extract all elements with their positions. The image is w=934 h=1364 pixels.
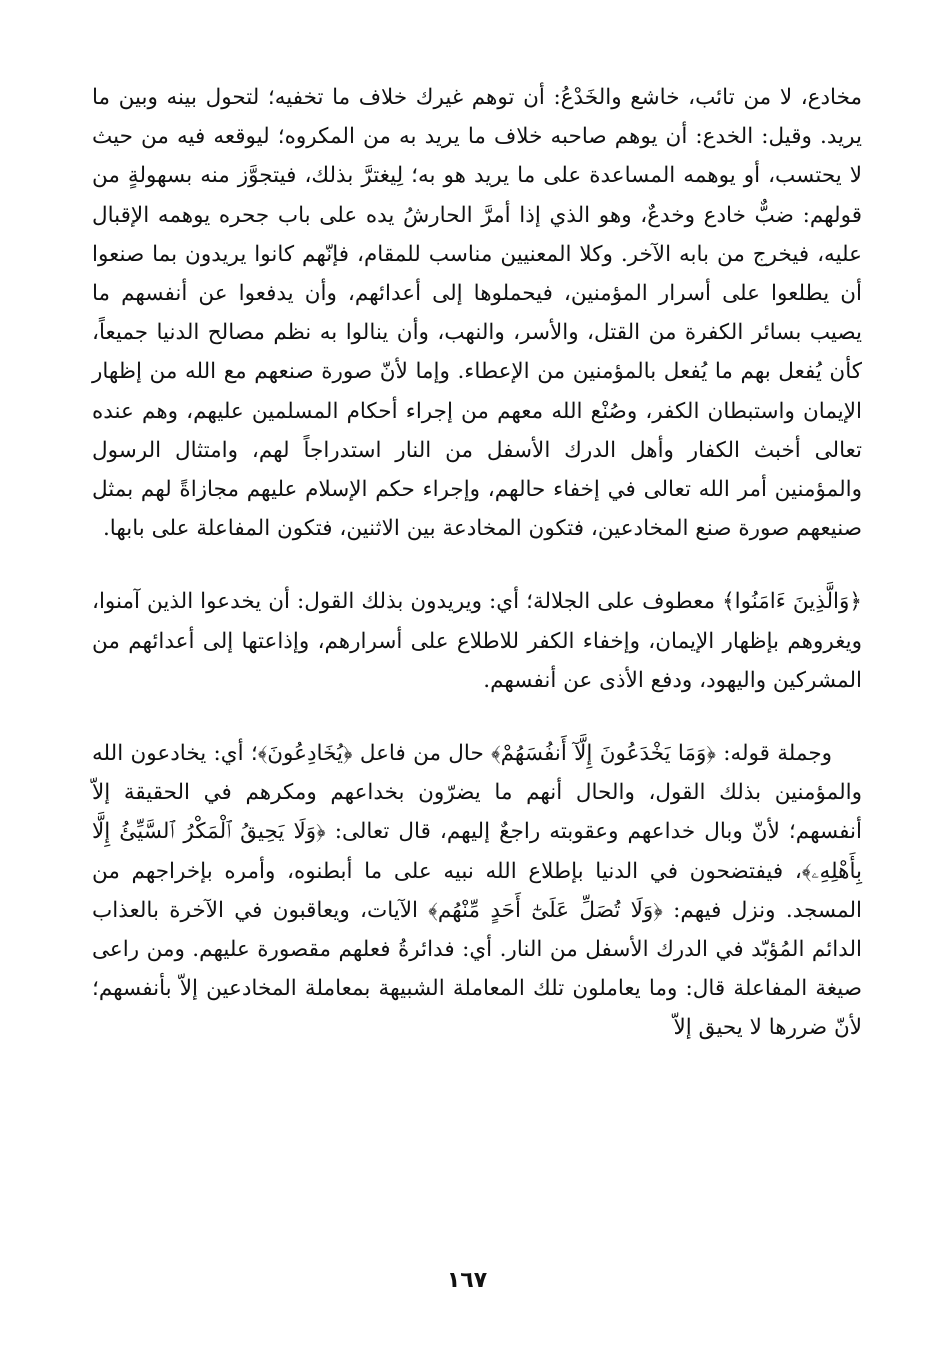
- page-body: [92, 78, 862, 1048]
- paragraph: مخادع، لا من تائب، خاشع والخَدْعُ: أن توهم غيرك خلاف ما تخفيه؛ لتحول بينه وبين ما يريد. وقيل: الخدع: أن يوهم صاحبه خلاف ما يريد به من المكروه؛ ليوقعه فيه من حيث لا يحتسب، أو يوهمه المساعدة على ما يريد هو به؛ لِيغترَّ بذلك، فيتجوَّز منه بسهولةٍ من قولهم: ضبٌّ خادع وخدعٌ، وهو الذي إذا أمرَّ الحارشُ يده على باب جحره يوهمه الإقبال عليه، فيخرج من بابه الآخر. وكلا المعنيين مناسب للمقام، فإنّهم كانوا يريدون بما صنعوا أن يطلعوا على أسرار المؤمنين، فيحملوها إلى أعدائهم، وأن يدفعوا عن أنفسهم ما يصيب بسائر الكفرة من القتل، والأسر، والنهب، وأن ينالوا به نظم مصالح الدنيا جميعاً، كأن يُفعل بهم ما يُفعل بالمؤمنين من الإعطاء. وإما لأنّ صورة صنعهم مع الله من إظهار الإيمان واستبطان الكفر، وصُنْع الله معهم من إجراء أحكام المسلمين عليهم، وهم عنده تعالى أخبث الكفار وأهل الدرك الأسفل من النار استدراجاً لهم، وامتثال الرسول والمؤمنين أمر الله تعالى في إخفاء حالهم، وإجراء حكم الإسلام عليهم مجازاةً لهم بمثل صنيعهم صورة صنع المخادعين، فتكون المخادعة بين الاثنين، فتكون المفاعلة على بابها.: [92, 85, 862, 542]
- page-number: ١٦٧: [446, 1268, 488, 1293]
- paragraph: ﴿وَالَّذِينَ ءَامَنُوا﴾ معطوف على الجلالة؛ أي: ويريدون بذلك القول: أن يخدعوا الذين آمنوا، ويغروهم بإظهار الإيمان، وإخفاء الكفر للاطلاع على أسرارهم، وإذاعتها إلى أعدائهم من المشركين واليهود، ودفع الأذى عن أنفسهم.: [92, 589, 862, 693]
- paragraph: وجملة قوله: ﴿وَمَا يَخْدَعُونَ إِلَّآ أَنفُسَهُمْ﴾ حال من فاعل ﴿يُخَادِعُونَ﴾؛ أي: يخادعون الله والمؤمنين بذلك القول، والحال أنهم ما يضرّون بخداعهم ومكرهم في الحقيقة إلاّ أنفسهم؛ لأنّ وبال خداعهم وعقوبته راجعٌ إليهم، قال تعالى: ﴿وَلَا يَحِيقُ ٱلْمَكْرُ ٱلسَّيِّئُ إِلَّا بِأَهْلِهِۦ﴾، فيفتضحون في الدنيا بإطلاع الله نبيه على ما أبطنوه، وأمره بإخراجهم من المسجد. ونزل فيهم: ﴿وَلَا تُصَلِّ عَلَىٰٓ أَحَدٍ مِّنْهُم﴾ الآيات، ويعاقبون في الآخرة بالعذاب الدائم المُؤبّد في الدرك الأسفل من النار. أي: فدائرةُ فعلهم مقصورة عليهم. ومن راعى صيغة المفاعلة قال: وما يعاملون تلك المعاملة الشبيهة بمعاملة المخادعين إلاّ بأنفسهم؛ لأنّ ضررها لا يحيق إلاّ: [92, 741, 862, 1041]
